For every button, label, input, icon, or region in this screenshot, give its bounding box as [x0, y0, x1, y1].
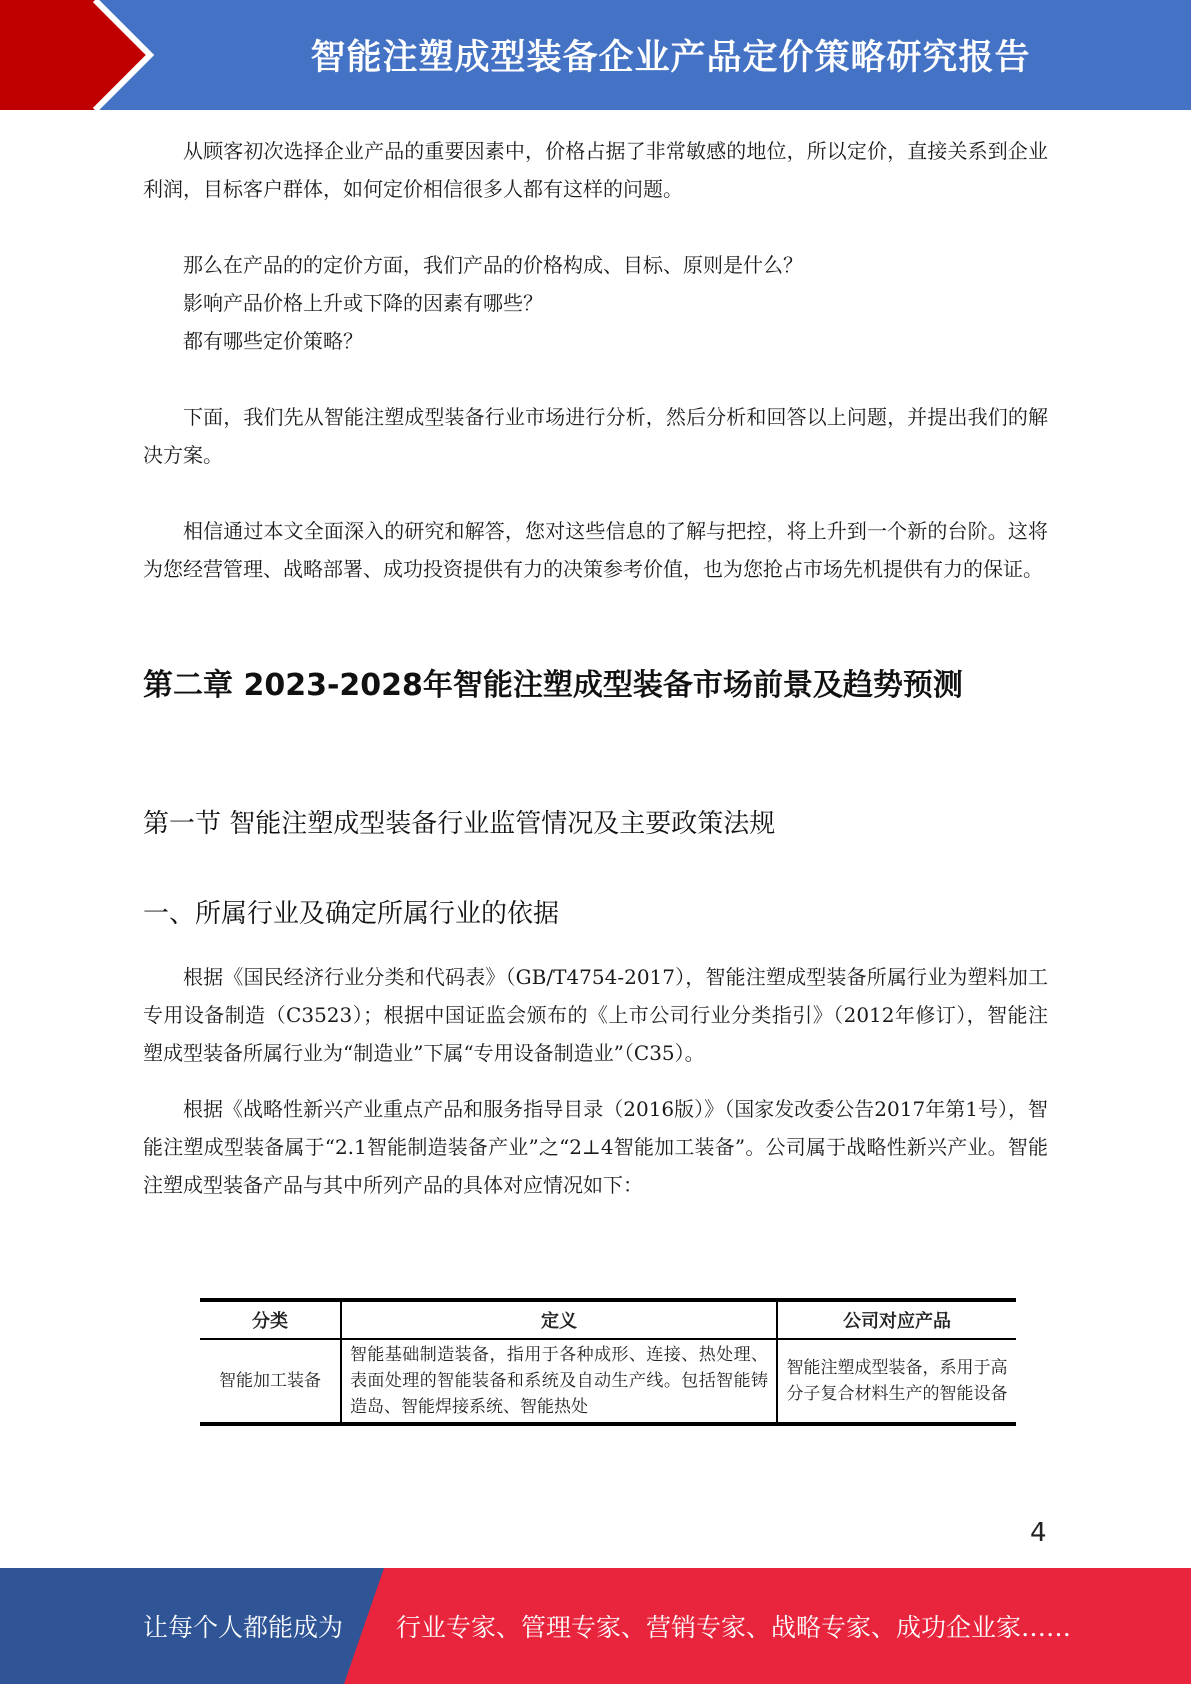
product-mapping-table: [200, 1298, 1016, 1426]
question-2: 影响产品价格上升或下降的因素有哪些？: [183, 291, 543, 315]
question-1: 那么在产品的的定价方面，我们产品的价格构成、目标、原则是什么？: [183, 253, 803, 277]
report-title: 智能注塑成型装备企业产品定价策略研究报告: [310, 38, 1031, 78]
intro-paragraph-1: 从顾客初次选择企业产品的重要因素中，价格占据了非常敏感的地位，所以定价，直接关系到企业利润，目标客户群体，如何定价相信很多人都有这样的问题。: [143, 139, 1048, 201]
footer-slogan-left: 让每个人都能成为: [143, 1613, 344, 1642]
table-cell-definition: 智能基础制造装备，指用于各种成形、连接、热处理、表面处理的智能装备和系统及自动生产线。包括智能铸造岛、智能焊接系统、智能热处: [341, 1339, 777, 1424]
page-body: [143, 132, 1048, 1204]
footer-slogan-right: 行业专家、管理专家、营销专家、战略专家、成功企业家……: [396, 1613, 1072, 1642]
table-header-product: 公司对应产品: [777, 1300, 1016, 1339]
table-row: [200, 1339, 1016, 1424]
chapter-title: 第二章 2023-2028年智能注塑成型装备市场前景及趋势预测: [143, 668, 963, 703]
intro-paragraph-2: 下面，我们先从智能注塑成型装备行业市场进行分析，然后分析和回答以上问题，并提出我们的解决方案。: [143, 405, 1048, 467]
subsection-title: 一、所属行业及确定所属行业的依据: [143, 899, 560, 929]
industry-paragraph-1: 根据《国民经济行业分类和代码表》（GB/T4754-2017），智能注塑成型装备所属行业为塑料加工专用设备制造（C3523）；根据中国证监会颁布的《上市公司行业分类指引》（2012年修订），智能注塑成型装备所属行业为“制造业”下属“专用设备制造业”（C35）。: [143, 965, 1048, 1065]
table-header-definition: 定义: [341, 1300, 777, 1339]
page-number: 4: [1030, 1518, 1047, 1548]
table-header-row: [200, 1300, 1016, 1339]
question-3: 都有哪些定价策略？: [183, 329, 363, 353]
industry-paragraph-2: 根据《战略性新兴产业重点产品和服务指导目录（2016版）》（国家发改委公告2017年第1号），智能注塑成型装备属于“2.1智能制造装备产业”之“2⊥4智能加工装备”。公司属于战略性新兴产业。智能注塑成型装备产品与其中所列产品的具体对应情况如下：: [143, 1097, 1048, 1197]
intro-paragraph-3: 相信通过本文全面深入的研究和解答，您对这些信息的了解与把控，将上升到一个新的台阶。这将为您经营管理、战略部署、成功投资提供有力的决策参考价值，也为您抢占市场先机提供有力的保证。: [143, 519, 1048, 581]
table-cell-category: 智能加工装备: [200, 1339, 341, 1424]
section-title: 第一节 智能注塑成型装备行业监管情况及主要政策法规: [143, 809, 776, 839]
table-cell-product: 智能注塑成型装备，系用于高分子复合材料生产的智能设备: [777, 1339, 1016, 1424]
table-header-category: 分类: [200, 1300, 341, 1339]
page-header: [0, 0, 1191, 110]
page-footer: [0, 1568, 1191, 1684]
